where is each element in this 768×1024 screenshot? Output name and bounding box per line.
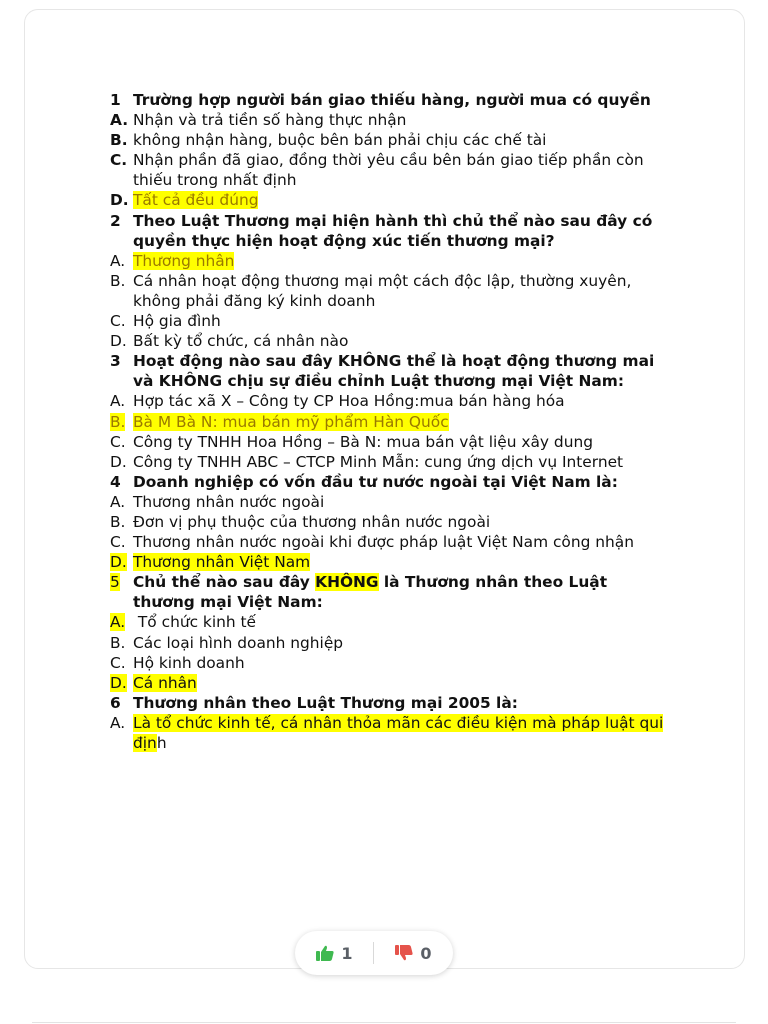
option-3d bbox=[110, 452, 670, 472]
option-text: Hộ gia đình bbox=[133, 312, 221, 331]
option-label: B. bbox=[110, 271, 126, 290]
option-label: D. bbox=[110, 191, 129, 210]
question-text: Hoạt động nào sau đây KHÔNG thể là hoạt động thương mai và KHÔNG chịu sự điều chỉnh Luật thương mại Việt Nam: bbox=[133, 352, 655, 391]
option-2c bbox=[110, 311, 670, 331]
question-text: Thương nhân theo Luật Thương mại 2005 là: bbox=[133, 693, 518, 712]
highlighted-answer: Thương nhân bbox=[133, 251, 235, 270]
option-label: D. bbox=[110, 553, 127, 572]
question-5 bbox=[110, 572, 670, 612]
like-button[interactable] bbox=[295, 931, 373, 975]
option-1a bbox=[110, 110, 670, 130]
option-text: Hộ kinh doanh bbox=[133, 653, 245, 672]
highlighted-answer: Tất cả đều đúng bbox=[133, 191, 259, 210]
option-4c bbox=[110, 532, 670, 552]
option-2b bbox=[110, 271, 670, 311]
option-2d bbox=[110, 331, 670, 351]
question-text: Theo Luật Thương mại hiện hành thì chủ thể nào sau đây có quyền thực hiện hoạt động xúc tiến thương mại? bbox=[133, 211, 653, 250]
option-1c bbox=[110, 150, 670, 190]
option-label: D. bbox=[110, 673, 127, 692]
option-text: Đơn vị phụ thuộc của thương nhân nước ngoài bbox=[133, 512, 491, 531]
option-label: D. bbox=[110, 452, 127, 471]
option-5d bbox=[110, 673, 670, 693]
option-label: B. bbox=[110, 512, 126, 531]
option-2a bbox=[110, 251, 670, 271]
option-text: không nhận hàng, buộc bên bán phải chịu các chế tài bbox=[133, 131, 547, 150]
question-text: Doanh nghiệp có vốn đầu tư nước ngoài tại Việt Nam là: bbox=[133, 472, 618, 491]
question-text bbox=[133, 572, 670, 612]
question-number: 4 bbox=[110, 472, 121, 491]
option-text: Thương nhân nước ngoài bbox=[133, 492, 325, 511]
option-label: A. bbox=[110, 392, 126, 411]
option-4d bbox=[110, 552, 670, 572]
question-2 bbox=[110, 211, 670, 251]
question-number: 6 bbox=[110, 693, 121, 712]
highlighted-answer: Thương nhân Việt Nam bbox=[133, 553, 311, 572]
question-1 bbox=[110, 90, 670, 110]
option-1b bbox=[110, 130, 670, 150]
option-label: A. bbox=[110, 713, 126, 732]
highlighted-answer: Là tổ chức kinh tế, cá nhân thỏa mãn các điều kiện mà pháp luật qui địn bbox=[133, 713, 664, 752]
question-number: 1 bbox=[110, 91, 121, 109]
option-label: B. bbox=[110, 633, 126, 652]
question-number: 3 bbox=[110, 352, 121, 371]
option-label: B. bbox=[110, 131, 128, 150]
option-label: C. bbox=[110, 432, 126, 451]
option-3c bbox=[110, 432, 670, 452]
question-4 bbox=[110, 472, 670, 492]
option-5c bbox=[110, 653, 670, 673]
option-6a bbox=[110, 713, 670, 753]
option-5b bbox=[110, 633, 670, 653]
option-text: Công ty TNHH Hoa Hồng – Bà N: mua bán vật liệu xây dung bbox=[133, 432, 593, 451]
option-text: Nhận phần đã giao, đồng thời yêu cầu bên bán giao tiếp phần còn thiếu trong nhất định bbox=[133, 151, 644, 190]
option-label: C. bbox=[110, 151, 128, 170]
option-text: Tổ chức kinh tế bbox=[133, 613, 257, 632]
option-label: A. bbox=[110, 251, 126, 270]
option-text: Các loại hình doanh nghiệp bbox=[133, 633, 344, 652]
option-label: C. bbox=[110, 653, 126, 672]
option-text: Cá nhân hoạt động thương mại một cách độc lập, thường xuyên, không phải đăng ký kinh doanh bbox=[133, 271, 632, 310]
option-3a bbox=[110, 391, 670, 411]
option-text: Bất kỳ tổ chức, cá nhân nào bbox=[133, 332, 349, 351]
question-number: 2 bbox=[110, 211, 121, 230]
dislike-button[interactable] bbox=[374, 931, 452, 975]
option-label: D. bbox=[110, 332, 127, 351]
divider bbox=[32, 1022, 736, 1023]
option-label: B. bbox=[110, 412, 126, 431]
quiz-document bbox=[110, 90, 670, 753]
highlighted-answer: Cá nhân bbox=[133, 673, 197, 692]
like-count: 1 bbox=[341, 943, 353, 963]
question-number: 5 bbox=[110, 573, 120, 592]
thumbs-up-icon bbox=[315, 944, 335, 962]
question-text-post: là Thương nhân theo Luật thương mại Việt Nam: bbox=[133, 573, 608, 612]
question-text-highlight: KHÔNG bbox=[315, 573, 379, 592]
option-4a bbox=[110, 492, 670, 512]
vote-bar bbox=[295, 931, 453, 975]
question-6 bbox=[110, 693, 670, 713]
dislike-count: 0 bbox=[420, 943, 432, 963]
option-label: C. bbox=[110, 533, 126, 552]
option-label: A. bbox=[110, 492, 126, 511]
question-3 bbox=[110, 351, 670, 391]
highlighted-answer: Bà M Bà N: mua bán mỹ phẩm Hàn Quốc bbox=[133, 412, 449, 431]
option-text: Thương nhân nước ngoài khi được pháp luật Việt Nam công nhận bbox=[133, 533, 634, 552]
option-label: C. bbox=[110, 312, 126, 331]
option-3b bbox=[110, 412, 670, 432]
question-text-pre: Chủ thể nào sau đây bbox=[133, 573, 316, 592]
option-text: Công ty TNHH ABC – CTCP Minh Mẫn: cung ứng dịch vụ Internet bbox=[133, 452, 624, 471]
option-text-rest: h bbox=[156, 734, 167, 752]
option-label: A. bbox=[110, 111, 129, 130]
option-text: Nhận và trả tiền số hàng thực nhận bbox=[133, 111, 407, 130]
option-label: A. bbox=[110, 613, 126, 632]
question-text: Trường hợp người bán giao thiếu hàng, người mua có quyền bbox=[133, 91, 651, 109]
thumbs-down-icon bbox=[394, 944, 414, 962]
option-4b bbox=[110, 512, 670, 532]
option-text: Hợp tác xã X – Công ty CP Hoa Hồng:mua bán hàng hóa bbox=[133, 392, 565, 411]
option-5a bbox=[110, 612, 670, 632]
option-1d bbox=[110, 190, 670, 210]
